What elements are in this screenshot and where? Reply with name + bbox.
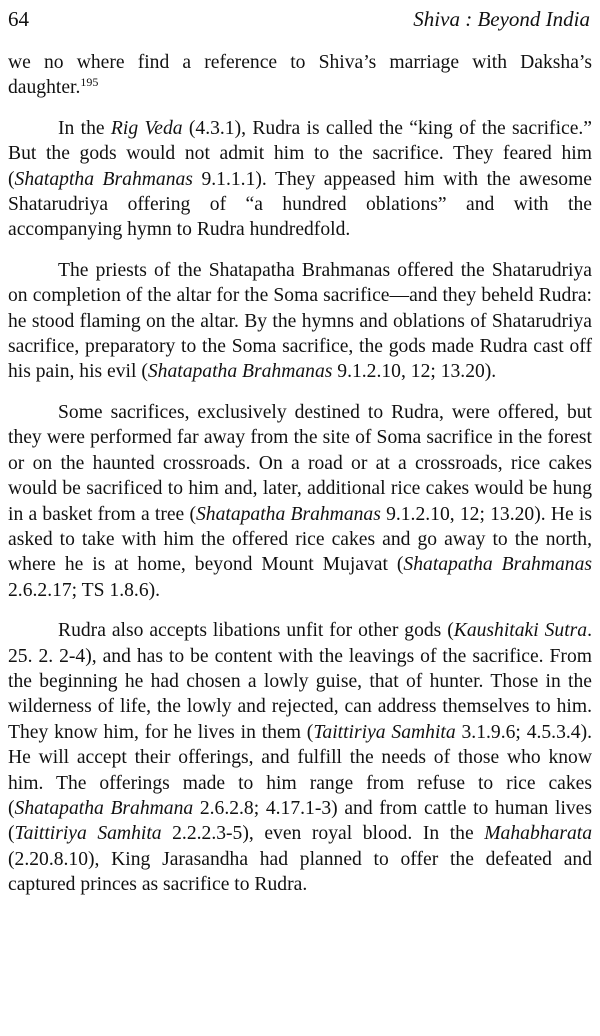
citation-title: Shatapatha Brahmanas	[196, 503, 381, 525]
citation-title: Rig Veda	[110, 117, 183, 139]
citation-title: Taittiriya Samhita	[313, 721, 456, 743]
body-text	[8, 50, 592, 913]
text-segment: . 25. 2. 2-4), and has to be content with the leavings of the sacrifice. From the beginning he had chosen a lowly guise, that of hunter. Those in the wilderness of life, the lowly and rejected, can address themselves to him. They know him, for he lives in them (	[8, 620, 592, 743]
text-segment: we no where find a reference to Shiva’s marriage with Daksha’s daughter.	[8, 52, 592, 99]
text-segment: 3.1.9.6; 4.5.3.4). He will accept their offerings, and fulfill the needs of those who know him. The offerings made to him range from refuse to rice cakes (	[8, 721, 593, 819]
text-segment: 9.1.2.10, 12; 13.20). He is asked to take with him the offered rice cakes and go away to the north, where he is at home, beyond Mount Mujavat (	[8, 503, 592, 576]
text-segment: Rudra also accepts libations unfit for other gods (	[58, 620, 454, 642]
text-segment: In the	[58, 117, 111, 139]
footnote-reference: 195	[80, 75, 99, 90]
page-number: 64	[8, 7, 29, 31]
citation-title: Shataptha Brahmanas	[14, 168, 193, 190]
paragraph	[8, 400, 592, 603]
paragraph	[8, 116, 592, 243]
text-segment: Some sacrifices, exclusively destined to Rudra, were offered, but they were performed far away from the site of Soma sacrifice in the forest or on the haunted crossroads. On a road or at a crossroads, rice cakes would be sacrificed to him and, later, additional rice cakes would be hung in a basket from a tree (	[8, 401, 592, 525]
text-segment: 9.1.2.10, 12; 13.20).	[332, 361, 497, 383]
text-segment: (2.20.8.10), King Jarasandha had planned to offer the defeated and captured princes as sacrifice to Rudra.	[8, 848, 592, 896]
text-segment: 9.1.1.1). They appeased him with the awesome Shatarudriya offering of “a hundred oblations” and with the accompanying hymn to Rudra hundredfold.	[8, 168, 593, 241]
text-segment: 2.2.2.3-5), even royal blood. In the	[161, 823, 485, 845]
citation-title: Shatapatha Brahmanas	[147, 361, 333, 383]
text-segment: The priests of the Shatapatha Brahmanas offered the Shatarudriya on completion of the altar for the Soma sacrifice—and they beheld Rudra: he stood flaming on the altar. By the hymns and oblations of Shatarudriya sacrifice, preparatory to the Soma sacrifice, the gods made Rudra cast off his pain, his evil (	[8, 259, 592, 383]
citation-title: Shatapatha Brahmana	[14, 797, 194, 819]
citation-title: Shatapatha Brahmanas	[403, 554, 592, 576]
paragraph	[8, 258, 592, 385]
running-title: Shiva : Beyond India	[413, 7, 590, 31]
running-head	[8, 4, 590, 34]
citation-title: Mahabharata	[484, 823, 592, 845]
paragraph	[8, 618, 592, 897]
citation-title: Kaushitaki Sutra	[453, 620, 588, 642]
citation-title: Taittiriya Samhita	[14, 823, 162, 845]
text-segment: 2.6.2.8; 4.17.1-3) and from cattle to human lives (	[8, 797, 593, 845]
text-segment: (4.3.1), Rudra is called the “king of the sacrifice.” But the gods would not admit him to the sacrifice. They feared him (	[8, 117, 592, 190]
text-segment: 2.6.2.17; TS 1.8.6).	[8, 579, 161, 601]
paragraph	[8, 50, 592, 101]
